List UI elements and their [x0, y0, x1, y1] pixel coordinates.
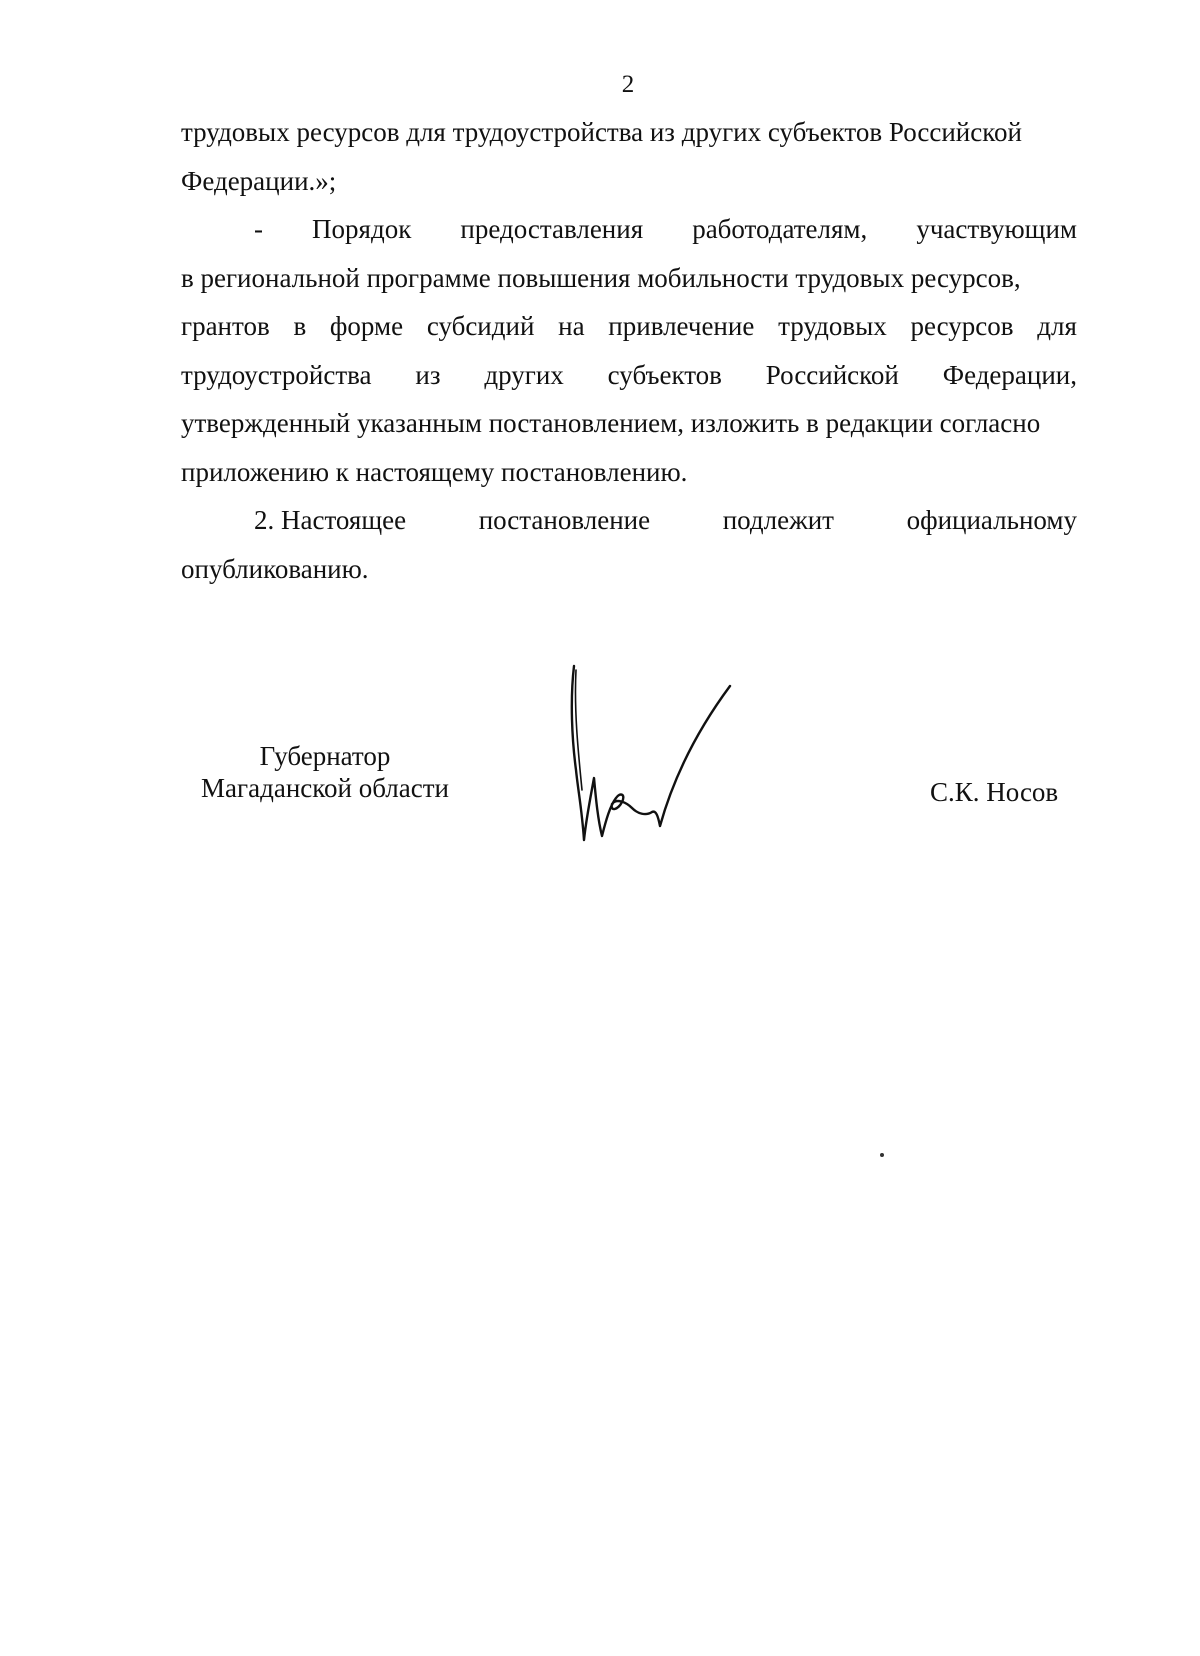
word: Федерации, [942, 359, 1077, 390]
word: официальному [906, 505, 1077, 535]
word: подлежит [722, 505, 834, 535]
word: Российской [765, 359, 899, 390]
paragraph-1-line-2: Федерации.»; [181, 165, 337, 196]
paragraph-1 [181, 108, 1077, 205]
paragraph-2-line-4 [181, 351, 1077, 400]
word: 2. Настоящее [254, 505, 407, 535]
paragraph-2-line-6: приложению к настоящему постановлению. [181, 456, 688, 487]
paragraph-2-line-2: в региональной программе повышения мобильности трудовых ресурсов, [181, 262, 1021, 293]
word: Порядок [312, 214, 412, 244]
document-body [181, 108, 1077, 593]
paragraph-3-line-1 [181, 496, 1077, 545]
word: трудовых [778, 311, 887, 341]
word: привлечение [608, 311, 755, 341]
signatory-title [180, 740, 470, 804]
word: из [415, 359, 441, 390]
word: в [293, 311, 307, 341]
word: субъектов [607, 359, 722, 390]
signatory-title-line-1: Губернатор [259, 741, 391, 771]
word: участвующим [916, 214, 1077, 244]
word: субсидий [426, 311, 535, 341]
word: для [1037, 311, 1077, 341]
word: грантов [181, 311, 270, 341]
stray-dot [880, 1153, 884, 1157]
page-number: 2 [621, 71, 635, 98]
paragraph-2-line-5: утвержденный указанным постановлением, изложить в редакции согласно [181, 408, 1041, 438]
paragraph-1-line-1: трудовых ресурсов для трудоустройства из других субъектов Российской [181, 117, 1022, 147]
handwritten-signature [560, 660, 780, 860]
word: предоставления [460, 214, 644, 244]
word: форме [329, 311, 404, 341]
paragraph-3-line-2: опубликованию. [181, 553, 369, 584]
word: ресурсов [910, 311, 1014, 341]
word: работодателям, [692, 214, 868, 244]
paragraph-2-line-1 [181, 205, 1077, 254]
word: трудоустройства [181, 359, 372, 390]
paragraph-3 [181, 496, 1077, 593]
word: на [558, 311, 585, 341]
word: других [484, 359, 564, 390]
paragraph-2-line-3 [181, 302, 1077, 351]
paragraph-2 [181, 205, 1077, 496]
signatory-name: С.К. Носов [930, 777, 1059, 807]
signatory-title-line-2: Магаданской области [201, 773, 449, 803]
word: постановление [478, 505, 651, 535]
word: - [254, 214, 263, 244]
